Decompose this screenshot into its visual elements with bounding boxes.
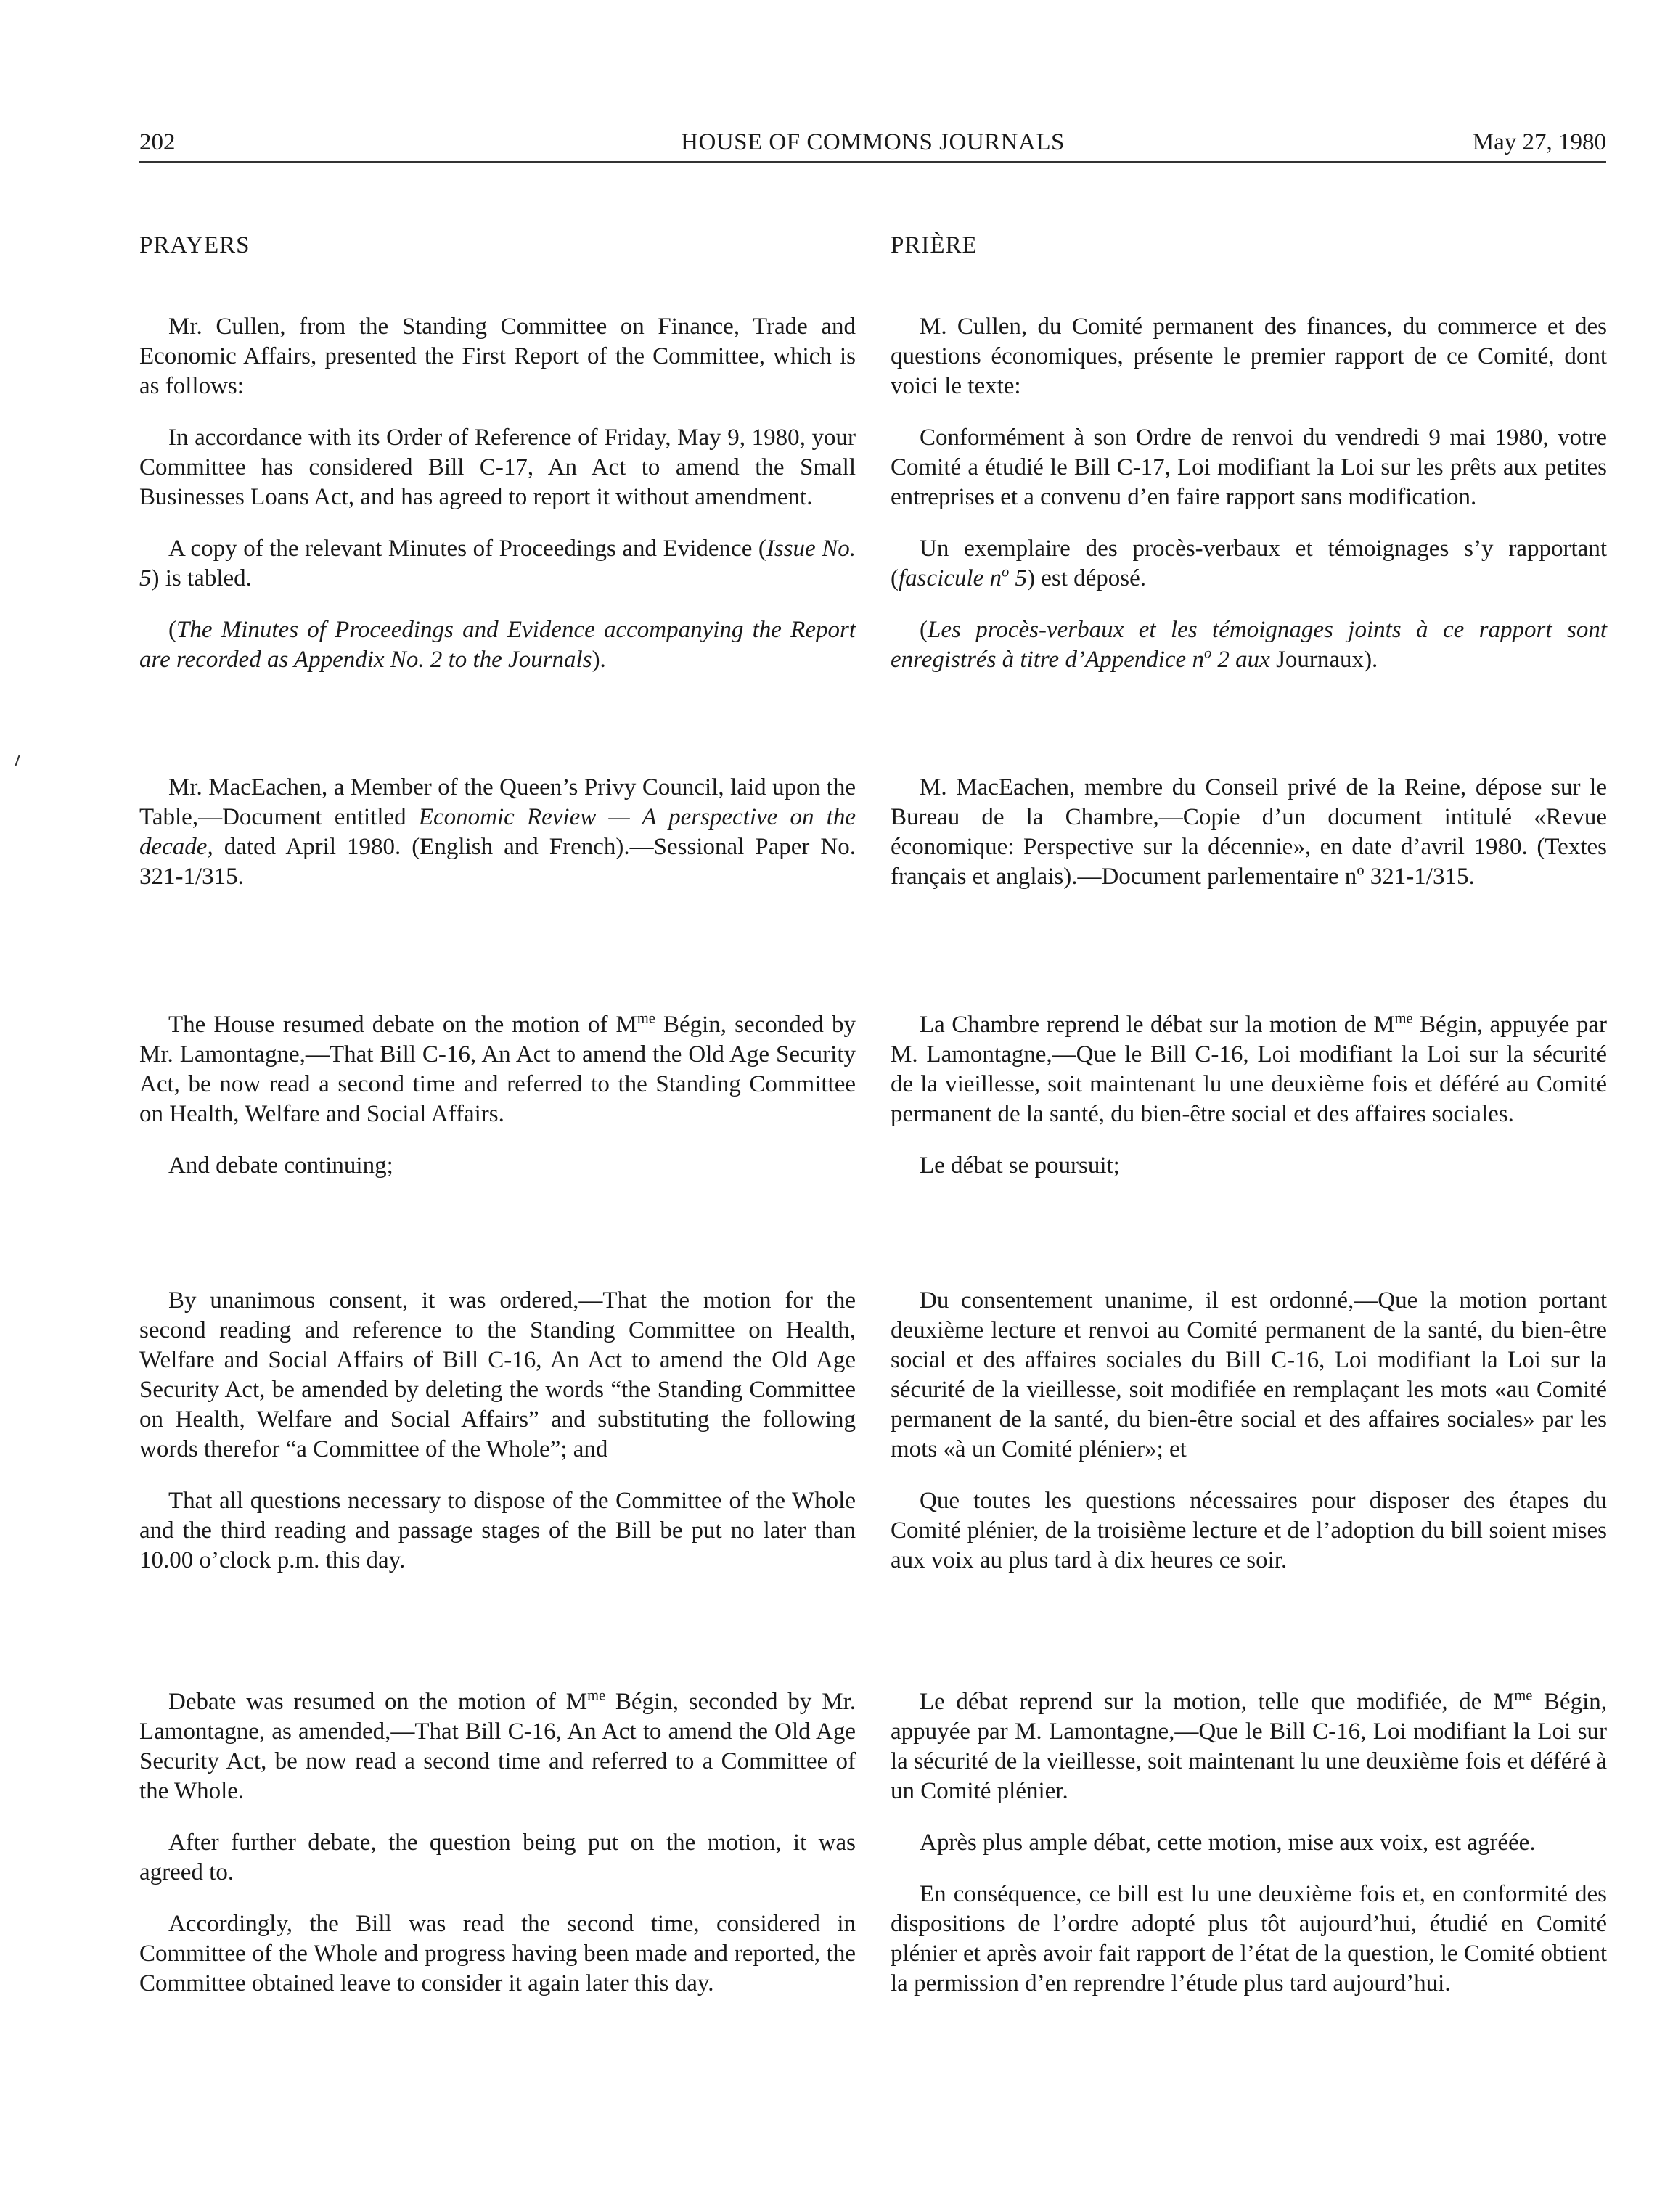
page-number: 202 bbox=[139, 129, 176, 155]
fr-maceachen-block bbox=[891, 773, 1607, 892]
en-issue-ref: Issue No. 5 bbox=[139, 536, 856, 591]
fr-debate-resumed: La Chambre reprend le débat sur la motion de $M^{me}$ Bégin, appuyée par M. Lamontagne,—Que le Bill C-16, Loi modifiant la Loi sur la sécurité de la vieillesse, soit maintenant lu une deuxième fois et déféré au Comité permanent de la santé, du bien-être social et des affaires sociales. bbox=[891, 1010, 1607, 1127]
en-maceachen-paper: Mr. MacEachen, a Member of the Queen’s Privy Council, laid upon the Table,—Document entitled Economic Review — A perspective on the decade, dated April 1980. (English and French).—Sessional Paper No. 321-1/315. bbox=[139, 774, 856, 890]
fr-section-heading: PRIÈRE bbox=[891, 232, 978, 258]
fr-cullen-block bbox=[891, 312, 1607, 675]
stray-mark bbox=[15, 755, 20, 766]
fr-further-debate: Après plus ample débat, cette motion, mise aux voix, est agréée. bbox=[920, 1830, 1536, 1856]
fr-consent-questions: Que toutes les questions nécessaires pour disposer des étapes du Comité plénier, de la troisième lecture et de l’adoption du bill soient mises aux voix au plus tard à dix heures ce soir. bbox=[891, 1488, 1607, 1573]
fr-maceachen-paper: M. MacEachen, membre du Conseil privé de la Reine, dépose sur le Bureau de la Chambre,—Copie d’un document intitulé «Revue économique: Perspective sur la décennie», en date d’avril 1980. (Textes français et anglais).—Document parlementaire $n^o$ 321-1/315. bbox=[891, 774, 1607, 890]
en-cullen-block bbox=[139, 312, 856, 675]
journal-date: May 27, 1980 bbox=[1472, 129, 1606, 155]
fr-cullen-report: Conformément à son Ordre de renvoi du vendredi 9 mai 1980, votre Comité a étudié le Bill C-17, Loi modifiant la Loi sur les prêts aux petites entreprises et a convenu d’en faire rapport sans modification. bbox=[891, 425, 1607, 510]
en-heading-block bbox=[139, 231, 856, 261]
fr-consent-block bbox=[891, 1286, 1607, 1576]
page-header bbox=[139, 123, 1606, 163]
fr-cullen-intro: M. Cullen, du Comité permanent des finances, du commerce et des questions économiques, présente le premier rapport de ce Comité, dont voici le texte: bbox=[891, 314, 1607, 399]
en-debate-continuing: And debate continuing; bbox=[168, 1152, 393, 1179]
en-resumed-block bbox=[139, 1687, 856, 1999]
fr-debate-amended: Le débat reprend sur la motion, telle que modifiée, de $M^{me}$ Bégin, appuyée par M. Lamontagne,—Que le Bill C-16, Loi modifiant la Loi sur la sécurité de la vieillesse, soit maintenant lu une deuxième fois et déféré à un Comité plénier. bbox=[891, 1687, 1607, 1804]
en-further-debate: After further debate, the question being put on the motion, it was agreed to. bbox=[139, 1830, 856, 1885]
journal-title: HOUSE OF COMMONS JOURNALS bbox=[681, 129, 1065, 155]
en-debate-amended: Debate was resumed on the motion of $M^{me}$ Bégin, seconded by Mr. Lamontagne, as amended,—That Bill C-16, An Act to amend the Old Age Security Act, be now read a second time and referred to a Committee of the Whole. bbox=[139, 1687, 856, 1804]
en-maceachen-block bbox=[139, 773, 856, 892]
fr-consent-order: Du consentement unanime, il est ordonné,—Que la motion portant deuxième lecture et renvoi au Comité permanent de la santé, du bien-être social et des affaires sociales du Bill C-16, Loi modifiant la Loi sur la sécurité de la vieillesse, soit modifiée en remplaçant les mots «au Comité permanent de la santé, du bien-être social et des affaires sociales» par les mots «à un Comité plénier»; et bbox=[891, 1287, 1607, 1462]
fr-issue-ref: fascicule $n^o$ 5 bbox=[899, 564, 1028, 591]
en-accordingly: Accordingly, the Bill was read the second time, considered in Committee of the Whole and progress having been made and reported, the Committee obtained leave to consider it again later this day. bbox=[139, 1911, 856, 1996]
fr-cullen-copy: Un exemplaire des procès-verbaux et témoignages s’y rapportant (fascicule $n^o$ 5) est déposé. bbox=[891, 536, 1607, 591]
fr-debate-block bbox=[891, 1010, 1607, 1181]
en-consent-order: By unanimous consent, it was ordered,—That the motion for the second reading and reference to the Standing Committee on Health, Welfare and Social Affairs of Bill C-16, An Act to amend the Old Age Security Act, be amended by deleting the words “the Standing Committee on Health, Welfare and Social Affairs” and substituting the following words therefor “a Committee of the Whole”; and bbox=[139, 1287, 856, 1462]
fr-debate-continuing: Le débat se poursuit; bbox=[920, 1152, 1120, 1179]
en-consent-questions: That all questions necessary to dispose of the Committee of the Whole and the third reading and passage stages of the Bill be put no later than 10.00 o’clock p.m. this day. bbox=[139, 1488, 856, 1573]
fr-cullen-minutes: (Les procès-verbaux et les témoignages joints à ce rapport sont enregistrés à titre d’Appendice $n^o$ 2 aux Journaux). bbox=[891, 617, 1607, 673]
en-consent-block bbox=[139, 1286, 856, 1576]
fr-heading-block bbox=[891, 231, 1607, 261]
en-cullen-minutes: (The Minutes of Proceedings and Evidence accompanying the Report are recorded as Appendix No. 2 to the Journals). bbox=[139, 617, 856, 673]
en-cullen-report: In accordance with its Order of Reference of Friday, May 9, 1980, your Committee has considered Bill C-17, An Act to amend the Small Businesses Loans Act, and has agreed to report it without amendment. bbox=[139, 425, 856, 510]
fr-resumed-block bbox=[891, 1687, 1607, 1999]
en-cullen-intro: Mr. Cullen, from the Standing Committee on Finance, Trade and Economic Affairs, presented the First Report of the Committee, which is as follows: bbox=[139, 314, 856, 399]
en-section-heading: PRAYERS bbox=[139, 232, 250, 258]
en-debate-resumed: The House resumed debate on the motion of $M^{me}$ Bégin, seconded by Mr. Lamontagne,—That Bill C-16, An Act to amend the Old Age Security Act, be now read a second time and referred to the Standing Committee on Health, Welfare and Social Affairs. bbox=[139, 1010, 856, 1127]
en-debate-block bbox=[139, 1010, 856, 1181]
en-cullen-copy: A copy of the relevant Minutes of Proceedings and Evidence (Issue No. 5) is tabled. bbox=[139, 536, 856, 591]
fr-accordingly: En conséquence, ce bill est lu une deuxième fois et, en conformité des dispositions de l’ordre adopté plus tôt aujourd’hui, étudié en Comité plénier et après avoir fait rapport de l’état de la question, le Comité obtient la permission d’en reprendre l’étude plus tard aujourd’hui. bbox=[891, 1881, 1607, 1996]
en-document-title: Economic Review — A perspective on the decade, bbox=[139, 804, 856, 860]
